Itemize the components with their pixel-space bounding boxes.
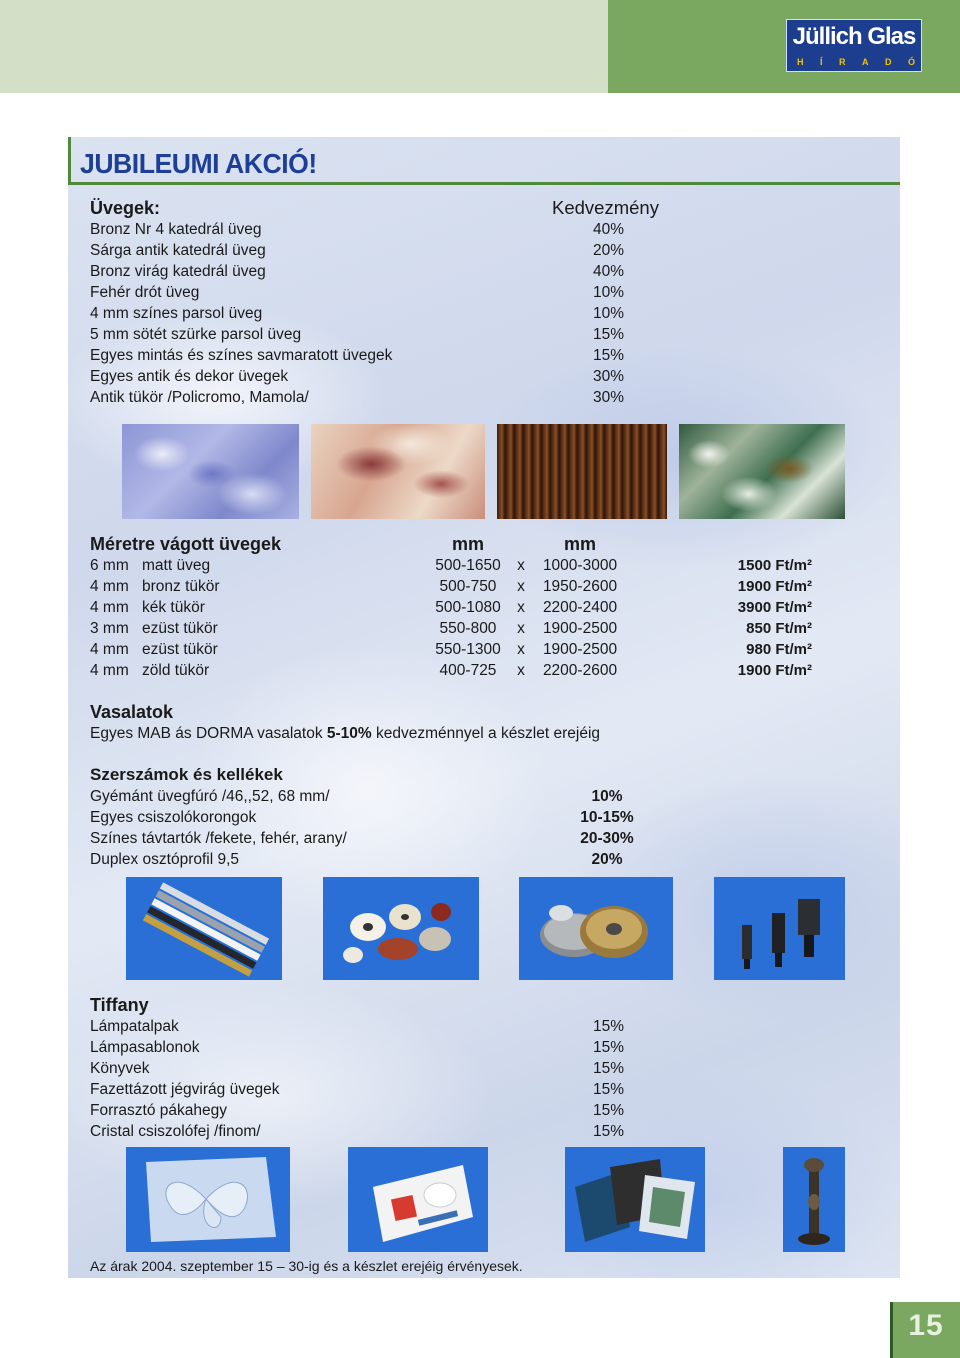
cut-times: x (517, 620, 525, 637)
fittings-text: Egyes MAB ás DORMA vasalatok 5-10% kedvezménnyel a készlet erejéig (90, 725, 601, 742)
cut-times: x (517, 641, 525, 658)
glass-item-name: Fehér drót üveg (90, 284, 200, 301)
cut-thickness: 4 mm (90, 599, 129, 616)
tool-item-name: Egyes csiszolókorongok (90, 809, 257, 826)
logo-wordmark: Jüllich Glas (792, 23, 916, 50)
glass-item-discount: 30% (592, 389, 624, 406)
glass-item-discount: 15% (592, 347, 624, 364)
lamp-base-image (783, 1147, 845, 1252)
amber-glass-sample-image (311, 424, 485, 519)
cut-thickness: 4 mm (90, 641, 129, 658)
cut-times: x (517, 578, 525, 595)
brown-reeded-glass-image (497, 424, 667, 519)
promo-panel (68, 137, 900, 1278)
cut-width: 500-1650 (435, 557, 501, 574)
tiffany-item-discount: 15% (592, 1123, 624, 1140)
tiffany-item-name: Forrasztó pákahegy (90, 1102, 227, 1119)
brand-logo (786, 19, 922, 72)
header-band-light (0, 0, 608, 93)
cut-price: 1900 Ft/m² (737, 578, 812, 595)
tiffany-item-name: Könyvek (90, 1060, 150, 1077)
cut-width: 550-800 (439, 620, 497, 637)
cut-thickness: 3 mm (90, 620, 129, 637)
glass-item-discount: 10% (592, 305, 624, 322)
cut-name: ezüst tükör (142, 641, 218, 658)
glass-item-name: Antik tükör /Policromo, Mamola/ (90, 389, 309, 406)
cut-height: 2200-2400 (542, 599, 618, 616)
glass-item-discount: 40% (592, 221, 624, 238)
cut-width: 550-1300 (435, 641, 501, 658)
page-number-divider (890, 1302, 893, 1358)
tool-item-discount: 10-15% (580, 809, 634, 826)
glass-drill-bits-image (714, 877, 845, 980)
tools-heading: Szerszámok és kellékek (90, 765, 283, 784)
cut-name: matt üveg (142, 557, 211, 574)
title-accent-bar (68, 137, 71, 185)
logo-subtitle: H Í R A D Ó (797, 57, 915, 67)
tool-item-name: Gyémánt üvegfúró /46,,52, 68 mm/ (90, 788, 330, 805)
title-divider (68, 182, 900, 185)
cut-times: x (517, 557, 525, 574)
width-unit-heading: mm (451, 534, 484, 554)
tool-item-name: Duplex osztóprofil 9,5 (90, 851, 240, 868)
validity-note: Az árak 2004. szeptember 15 – 30-ig és a készlet erejéig érvényesek. (90, 1258, 523, 1274)
cut-price: 850 Ft/m² (746, 620, 812, 637)
glass-item-name: Egyes mintás és színes savmaratott üvegek (90, 347, 393, 364)
tiffany-item-discount: 15% (592, 1060, 624, 1077)
cut-thickness: 4 mm (90, 662, 129, 679)
tool-item-discount: 10% (591, 788, 623, 805)
glass-heading: Üvegek: (90, 198, 161, 218)
tiffany-item-discount: 15% (592, 1102, 624, 1119)
cut-thickness: 6 mm (90, 557, 129, 574)
cut-height: 1900-2500 (542, 641, 618, 658)
cut-width: 500-1080 (435, 599, 501, 616)
cut-price: 980 Ft/m² (746, 641, 812, 658)
cut-times: x (517, 599, 525, 616)
cut-name: ezüst tükör (142, 620, 218, 637)
cut-price: 3900 Ft/m² (737, 599, 812, 616)
cut-price: 1900 Ft/m² (737, 662, 812, 679)
tiffany-item-name: Fazettázott jégvirág üvegek (90, 1081, 280, 1098)
cut-height: 1900-2500 (542, 620, 618, 637)
page-title: JUBILEUMI AKCIÓ! (80, 148, 317, 179)
green-mosaic-glass-image (679, 424, 845, 519)
cut-width: 400-725 (439, 662, 497, 679)
cut-times: x (517, 662, 525, 679)
tiffany-item-discount: 15% (592, 1018, 624, 1035)
glass-item-discount: 20% (592, 242, 624, 259)
glass-item-name: Egyes antik és dekor üvegek (90, 368, 289, 385)
cut-name: bronz tükör (142, 578, 220, 595)
glass-item-name: 5 mm sötét szürke parsol üveg (90, 326, 302, 343)
fittings-heading: Vasalatok (90, 702, 174, 722)
cut-price: 1500 Ft/m² (737, 557, 812, 574)
cut-glass-heading: Méretre vágott üvegek (90, 534, 282, 554)
glass-item-name: Bronz Nr 4 katedrál üveg (90, 221, 262, 238)
tiffany-item-name: Lámpatalpak (90, 1018, 179, 1035)
lamp-template-image (126, 1147, 290, 1252)
cut-thickness: 4 mm (90, 578, 129, 595)
glass-item-discount: 15% (592, 326, 624, 343)
discount-column-heading: Kedvezmény (552, 197, 659, 218)
glass-item-discount: 40% (592, 263, 624, 280)
cut-height: 1000-3000 (542, 557, 618, 574)
tiffany-item-discount: 15% (592, 1081, 624, 1098)
soldering-tip-package-image (348, 1147, 488, 1252)
cut-width: 500-750 (439, 578, 497, 595)
tool-item-discount: 20-30% (580, 830, 634, 847)
blue-glass-sample-image (122, 424, 299, 519)
grinding-wheels-image (323, 877, 479, 980)
tiffany-item-name: Cristal csiszolófej /finom/ (90, 1123, 261, 1140)
cut-height: 2200-2600 (542, 662, 618, 679)
spacer-profiles-image (126, 877, 282, 980)
height-unit-heading: mm (563, 534, 596, 554)
glass-item-name: 4 mm színes parsol üveg (90, 305, 263, 322)
tool-item-discount: 20% (591, 851, 623, 868)
tool-item-name: Színes távtartók /fekete, fehér, arany/ (90, 830, 347, 847)
glass-item-name: Bronz virág katedrál üveg (90, 263, 266, 280)
cut-name: kék tükör (142, 599, 205, 616)
tiffany-books-image (565, 1147, 705, 1252)
glass-item-discount: 10% (592, 284, 624, 301)
diamond-disc-image (519, 877, 673, 980)
glass-item-discount: 30% (592, 368, 624, 385)
tiffany-item-name: Lámpasablonok (90, 1039, 200, 1056)
tiffany-item-discount: 15% (592, 1039, 624, 1056)
glass-item-name: Sárga antik katedrál üveg (90, 242, 266, 259)
cut-height: 1950-2600 (542, 578, 618, 595)
tiffany-heading: Tiffany (90, 995, 149, 1015)
cut-name: zöld tükör (142, 662, 210, 679)
page-number: 15 (908, 1309, 944, 1342)
